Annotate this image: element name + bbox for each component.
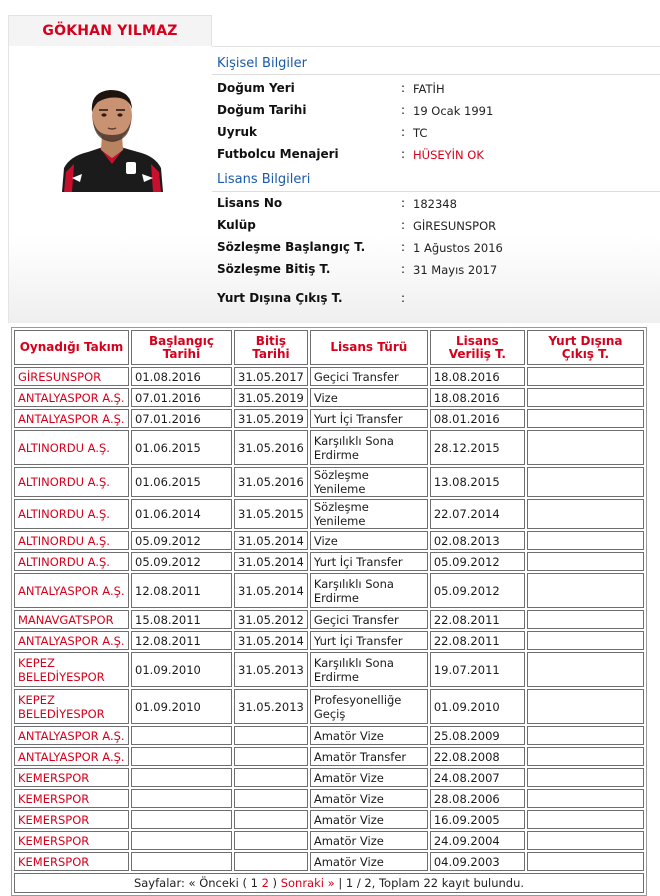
license-issue-date-cell: 25.08.2009 [430, 726, 525, 745]
col-header-end-date: Bitiş Tarihi [234, 330, 308, 365]
abroad-departure-cell [527, 573, 644, 608]
license-issue-date-cell: 02.08.2013 [430, 531, 525, 550]
license-issue-date-cell: 13.08.2015 [430, 467, 525, 497]
team-link[interactable]: ALTINORDU A.Ş. [14, 467, 129, 497]
abroad-departure-cell [527, 552, 644, 571]
team-link[interactable]: ANTALYASPOR A.Ş. [14, 409, 129, 428]
start-date-cell: 01.06.2015 [131, 430, 232, 465]
birthdate-label: Doğum Tarihi [217, 103, 307, 117]
table-header-row [14, 330, 644, 365]
abroad-departure-cell [527, 726, 644, 745]
end-date-cell: 31.05.2013 [234, 652, 308, 687]
license-type-cell: Profesyonelliğe Geçiş [310, 689, 428, 724]
abroad-departure-cell [527, 430, 644, 465]
section-divider [212, 74, 660, 75]
license-type-cell: Geçici Transfer [310, 610, 428, 629]
license-no-label: Lisans No [217, 196, 283, 210]
abroad-departure-cell [527, 531, 644, 550]
birthdate-value: 19 Ocak 1991 [413, 104, 494, 118]
license-type-cell: Amatör Transfer [310, 747, 428, 766]
license-issue-date-cell: 28.12.2015 [430, 430, 525, 465]
end-date-cell: 31.05.2014 [234, 631, 308, 650]
pager-next-link[interactable]: Sonraki » [280, 876, 335, 890]
start-date-cell [131, 789, 232, 808]
colon: : [401, 81, 406, 95]
team-link[interactable]: ALTINORDU A.Ş. [14, 430, 129, 465]
start-date-cell: 15.08.2011 [131, 610, 232, 629]
license-type-cell: Vize [310, 531, 428, 550]
table-row [14, 747, 644, 766]
start-date-cell [131, 768, 232, 787]
abroad-departure-cell [527, 810, 644, 829]
end-date-cell [234, 852, 308, 871]
license-issue-date-cell: 22.08.2011 [430, 610, 525, 629]
license-issue-date-cell: 01.09.2010 [430, 689, 525, 724]
contract-end-value: 31 Mayıs 2017 [413, 263, 498, 277]
end-date-cell: 31.05.2019 [234, 388, 308, 407]
abroad-departure-cell [527, 652, 644, 687]
nationality-value: TC [413, 126, 428, 140]
team-link[interactable]: MANAVGATSPOR [14, 610, 129, 629]
abroad-departure-label: Yurt Dışına Çıkış T. [217, 291, 343, 305]
end-date-cell: 31.05.2014 [234, 552, 308, 571]
abroad-departure-cell [527, 631, 644, 650]
start-date-cell: 01.09.2010 [131, 689, 232, 724]
colon: : [401, 196, 406, 210]
team-link[interactable]: ANTALYASPOR A.Ş. [14, 631, 129, 650]
team-link[interactable]: KEPEZ BELEDİYESPOR [14, 652, 129, 687]
contract-end-label: Sözleşme Bitiş T. [217, 262, 331, 276]
abroad-departure-cell [527, 467, 644, 497]
end-date-cell [234, 768, 308, 787]
start-date-cell: 07.01.2016 [131, 409, 232, 428]
license-type-cell: Yurt İçi Transfer [310, 409, 428, 428]
team-link[interactable]: KEMERSPOR [14, 810, 129, 829]
table-row [14, 831, 644, 850]
license-type-cell: Yurt İçi Transfer [310, 552, 428, 571]
birthplace-value: FATİH [413, 82, 445, 96]
license-issue-date-cell: 22.08.2008 [430, 747, 525, 766]
panel-edge [8, 15, 9, 323]
pager [14, 873, 644, 893]
start-date-cell [131, 747, 232, 766]
club-value: GİRESUNSPOR [413, 219, 497, 233]
team-link[interactable]: KEPEZ BELEDİYESPOR [14, 689, 129, 724]
start-date-cell [131, 852, 232, 871]
table-row [14, 388, 644, 407]
abroad-departure-cell [527, 388, 644, 407]
license-type-cell: Geçici Transfer [310, 367, 428, 386]
abroad-departure-cell [527, 499, 644, 529]
abroad-departure-cell [527, 747, 644, 766]
player-name-tab [9, 15, 212, 46]
license-issue-date-cell: 18.08.2016 [430, 388, 525, 407]
table-row [14, 631, 644, 650]
col-header-abroad-departure: Yurt Dışına Çıkış T. [527, 330, 644, 365]
colon: : [401, 262, 406, 276]
start-date-cell [131, 810, 232, 829]
table-row [14, 552, 644, 571]
end-date-cell: 31.05.2014 [234, 531, 308, 550]
abroad-departure-cell [527, 852, 644, 871]
end-date-cell: 31.05.2016 [234, 467, 308, 497]
end-date-cell: 31.05.2013 [234, 689, 308, 724]
team-link[interactable]: ANTALYASPOR A.Ş. [14, 726, 129, 745]
birthplace-label: Doğum Yeri [217, 81, 295, 95]
license-issue-date-cell: 18.08.2016 [430, 367, 525, 386]
start-date-cell: 12.08.2011 [131, 573, 232, 608]
license-history-table [11, 327, 647, 896]
team-link[interactable]: KEMERSPOR [14, 831, 129, 850]
col-header-license-type: Lisans Türü [310, 330, 428, 365]
start-date-cell [131, 726, 232, 745]
license-issue-date-cell: 05.09.2012 [430, 573, 525, 608]
start-date-cell: 12.08.2011 [131, 631, 232, 650]
start-date-cell [131, 831, 232, 850]
license-issue-date-cell: 08.01.2016 [430, 409, 525, 428]
pager-row [14, 873, 644, 893]
table-row [14, 652, 644, 687]
colon: : [401, 218, 406, 232]
end-date-cell: 31.05.2014 [234, 573, 308, 608]
abroad-departure-cell [527, 831, 644, 850]
end-date-cell: 31.05.2019 [234, 409, 308, 428]
pager-page-2-link[interactable]: 2 [261, 876, 269, 890]
abroad-departure-cell [527, 768, 644, 787]
table-row [14, 367, 644, 386]
contract-start-label: Sözleşme Başlangıç T. [217, 240, 366, 254]
license-issue-date-cell: 22.07.2014 [430, 499, 525, 529]
end-date-cell [234, 747, 308, 766]
license-type-cell: Sözleşme Yenileme [310, 499, 428, 529]
end-date-cell: 31.05.2015 [234, 499, 308, 529]
club-label: Kulüp [217, 218, 256, 232]
table-row [14, 789, 644, 808]
player-name: GÖKHAN YILMAZ [42, 23, 178, 39]
license-type-cell: Karşılıklı Sona Erdirme [310, 430, 428, 465]
team-link[interactable]: ALTINORDU A.Ş. [14, 552, 129, 571]
end-date-cell [234, 789, 308, 808]
start-date-cell: 01.09.2010 [131, 652, 232, 687]
team-link[interactable]: ALTINORDU A.Ş. [14, 499, 129, 529]
license-type-cell: Karşılıklı Sona Erdirme [310, 573, 428, 608]
license-issue-date-cell: 05.09.2012 [430, 552, 525, 571]
end-date-cell [234, 810, 308, 829]
table-row [14, 810, 644, 829]
colon: : [401, 240, 406, 254]
license-type-cell: Amatör Vize [310, 768, 428, 787]
license-issue-date-cell: 22.08.2011 [430, 631, 525, 650]
team-link[interactable]: ANTALYASPOR A.Ş. [14, 747, 129, 766]
license-no-value: 182348 [413, 197, 457, 211]
license-type-cell: Amatör Vize [310, 810, 428, 829]
license-type-cell: Karşılıklı Sona Erdirme [310, 652, 428, 687]
license-type-cell: Amatör Vize [310, 789, 428, 808]
end-date-cell [234, 726, 308, 745]
table-row [14, 531, 644, 550]
license-type-cell: Amatör Vize [310, 831, 428, 850]
colon: : [401, 147, 406, 161]
table-row [14, 573, 644, 608]
start-date-cell: 05.09.2012 [131, 531, 232, 550]
table-row [14, 430, 644, 465]
table-row [14, 768, 644, 787]
end-date-cell: 31.05.2017 [234, 367, 308, 386]
col-header-team: Oynadığı Takım [14, 330, 129, 365]
colon: : [401, 291, 406, 305]
table-body [14, 367, 644, 871]
pager-prefix: Sayfalar: « Önceki ( 1 [133, 876, 258, 890]
start-date-cell: 01.06.2015 [131, 467, 232, 497]
license-type-cell: Vize [310, 388, 428, 407]
license-info-title: Lisans Bilgileri [217, 172, 311, 187]
section-divider [212, 191, 660, 192]
colon: : [401, 103, 406, 117]
start-date-cell: 01.08.2016 [131, 367, 232, 386]
license-issue-date-cell: 04.09.2003 [430, 852, 525, 871]
table-row [14, 499, 644, 529]
table-row [14, 610, 644, 629]
nationality-label: Uyruk [217, 125, 258, 139]
colon: : [401, 125, 406, 139]
end-date-cell: 31.05.2016 [234, 430, 308, 465]
table-row [14, 409, 644, 428]
license-type-cell: Amatör Vize [310, 726, 428, 745]
end-date-cell: 31.05.2012 [234, 610, 308, 629]
license-issue-date-cell: 24.09.2004 [430, 831, 525, 850]
team-link[interactable]: ALTINORDU A.Ş. [14, 531, 129, 550]
col-header-license-issue-date: Lisans Veriliş T. [430, 330, 525, 365]
license-type-cell: Amatör Vize [310, 852, 428, 871]
agent-link[interactable]: HÜSEYİN OK [413, 148, 484, 162]
contract-start-value: 1 Ağustos 2016 [413, 241, 503, 255]
license-type-cell: Sözleşme Yenileme [310, 467, 428, 497]
license-issue-date-cell: 24.08.2007 [430, 768, 525, 787]
team-link[interactable]: GİRESUNSPOR [14, 367, 129, 386]
license-type-cell: Yurt İçi Transfer [310, 631, 428, 650]
table-row [14, 467, 644, 497]
header-divider [212, 46, 660, 47]
abroad-departure-cell [527, 409, 644, 428]
player-photo [60, 82, 165, 192]
pager-summary: | 1 / 2, Toplam 22 kayıt bulundu. [338, 876, 525, 890]
team-link[interactable]: ANTALYASPOR A.Ş. [14, 573, 129, 608]
table-row [14, 852, 644, 871]
table-row [14, 726, 644, 745]
pager-close: ) [272, 876, 278, 890]
start-date-cell: 07.01.2016 [131, 388, 232, 407]
team-link[interactable]: KEMERSPOR [14, 852, 129, 871]
abroad-departure-cell [527, 689, 644, 724]
agent-label: Futbolcu Menajeri [217, 147, 339, 161]
team-link[interactable]: ANTALYASPOR A.Ş. [14, 388, 129, 407]
team-link[interactable]: KEMERSPOR [14, 789, 129, 808]
personal-info-title: Kişisel Bilgiler [217, 56, 307, 71]
license-issue-date-cell: 28.08.2006 [430, 789, 525, 808]
start-date-cell: 05.09.2012 [131, 552, 232, 571]
table-row [14, 689, 644, 724]
license-issue-date-cell: 19.07.2011 [430, 652, 525, 687]
abroad-departure-cell [527, 367, 644, 386]
start-date-cell: 01.06.2014 [131, 499, 232, 529]
end-date-cell [234, 831, 308, 850]
team-link[interactable]: KEMERSPOR [14, 768, 129, 787]
license-issue-date-cell: 16.09.2005 [430, 810, 525, 829]
col-header-start-date: Başlangıç Tarihi [131, 330, 232, 365]
abroad-departure-cell [527, 610, 644, 629]
abroad-departure-cell [527, 789, 644, 808]
